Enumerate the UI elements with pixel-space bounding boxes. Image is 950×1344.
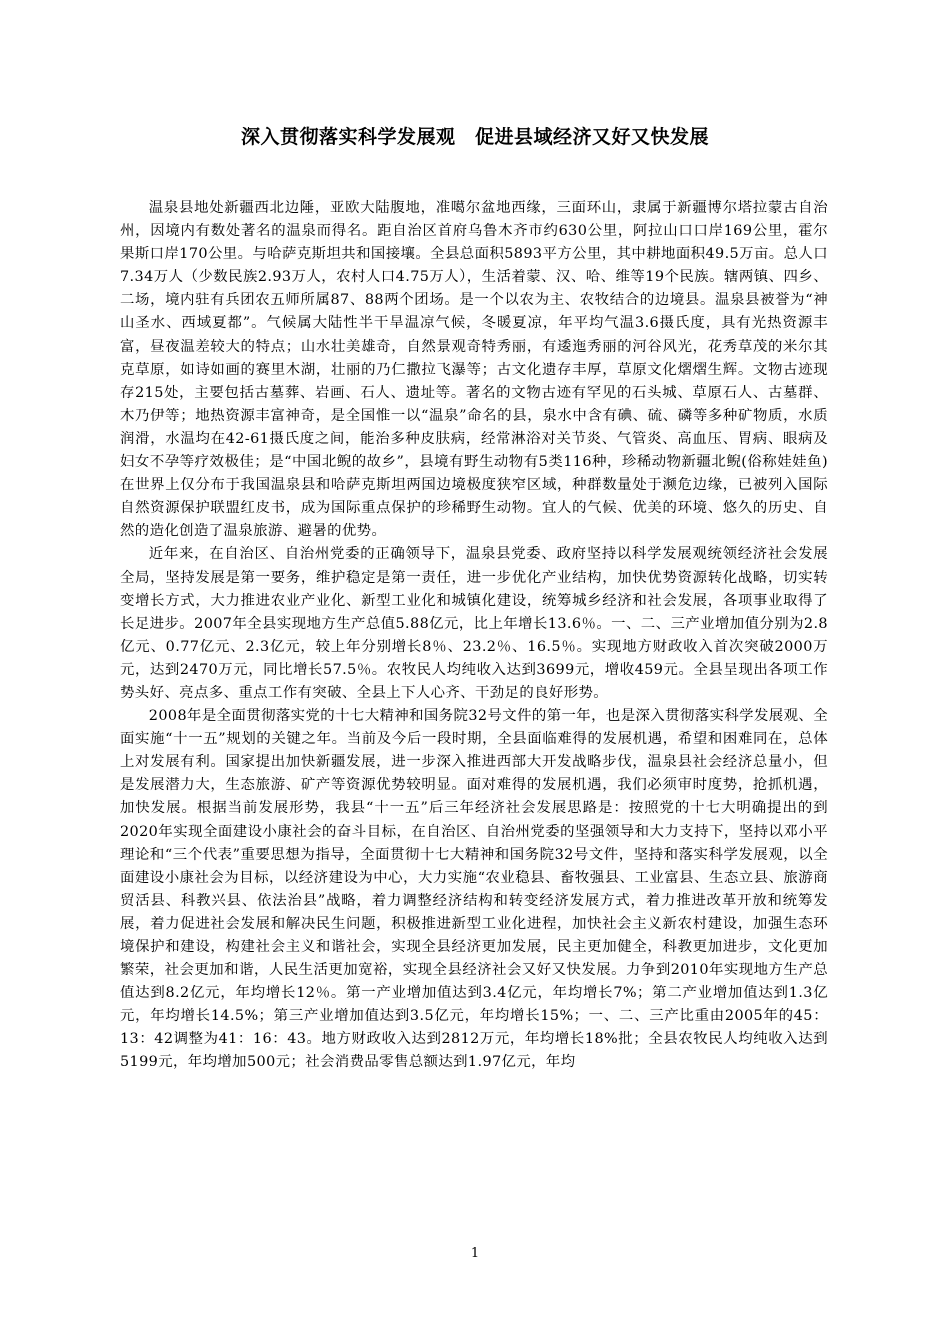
document-title: 深入贯彻落实科学发展观 促进县域经济又好又快发展 [240, 126, 709, 148]
page-number: 1 [470, 1246, 480, 1261]
paragraph-2008-plan: 2008年是全面贯彻落实党的十七大精神和国务院32号文件的第一年，也是深入贯彻落实科学发展观、全面实施“十一五”规划的关键之年。当前及今后一段时期，全县面临难得的发展机遇，希望和困难同在，总体上对发展有利。国家提出加快新疆发展，进一步深入推进西部大开发战略步伐，温泉县社会经济总量小，但是发展潜力大，生态旅游、矿产等资源优势较明显。面对难得的发展机遇，我们必须审时度势，抢抓机遇，加快发展。根据当前发展形势，我县“十一五”后三年经济社会发展思路是：按照党的十七大明确提出的到2020年实现全面建设小康社会的奋斗目标，在自治区、自治州党委的坚强领导和大力支持下，坚持以邓小平理论和“三个代表”重要思想为指导，全面贯彻十七大精神和国务院32号文件，坚持和落实科学发展观，以全面建设小康社会为目标，以经济建设为中心，大力实施“农业稳县、畜牧强县、工业富县、生态立县、旅游商贸活县、科教兴县、依法治县”战略，着力调整经济结构和转变经济发展方式，着力推进改革开放和统筹发展，着力促进社会发展和解决民生问题，积极推进新型工业化进程，加快社会主义新农村建设，加强生态环境保护和建设，构建社会主义和谐社会，实现全县经济更加发展，民主更加健全，科教更加进步，文化更加繁荣，社会更加和谐，人民生活更加宽裕，实现全县经济社会又好又快发展。力争到2010年实现地方生产总值达到8.2亿元，年均增长12％。第一产业增加值达到3.4亿元，年均增长7%；第二产业增加值达到1.3亿元，年均增长14.5%；第三产业增加值达到3.5亿元，年均增长15%；一、二、三产比重由2005年的45：13：42调整为41：16：43。地方财政收入达到2812万元，年均增长18%批；全县农牧民人均纯收入达到5199元，年均增加500元；社会消费品零售总额达到1.97亿元，年均 [120, 708, 828, 1071]
paragraph-county-overview: 温泉县地处新疆西北边陲，亚欧大陆腹地，准噶尔盆地西缘，三面环山，隶属于新疆博尔塔拉蒙古自治州，因境内有数处著名的温泉而得名。距自治区首府乌鲁木齐市约630公里，阿拉山口口岸169公里，霍尔果斯口岸170公里。与哈萨克斯坦共和国接壤。全县总面积5893平方公里，其中耕地面积49.5万亩。总人口7.34万人（少数民族2.93万人，农村人口4.75万人），生活着蒙、汉、哈、维等19个民族。辖两镇、四乡、二场，境内驻有兵团农五师所属87、88两个团场。是一个以农为主、农牧结合的边境县。温泉县被誉为“神山圣水、西域夏都”。气候属大陆性半干旱温凉气候，冬暖夏凉，年平均气温3.6摄氏度，具有光热资源丰富，昼夜温差较大的特点；山水壮美雄奇，自然景观奇特秀丽，有逶迤秀丽的河谷风光，花秀草茂的米尔其克草原，如诗如画的赛里木湖，壮丽的乃仁撒拉飞瀑等；古文化遗存丰厚，草原文化熠熠生辉。文物古迹现存215处，主要包括古墓葬、岩画、石人、遗址等。著名的文物古迹有罕见的石头城、草原石人、古墓群、木乃伊等；地热资源丰富神奇，是全国惟一以“温泉”命名的县，泉水中含有碘、硫、磷等多种矿物质，水质润滑，水温均在42-61摄氏度之间，能治多种皮肤病，经常淋浴对关节炎、气管炎、高血压、胃病、眼病及妇女不孕等疗效极佳；是“中国北鲵的故乡”，县境有野生动物有5类116种，珍稀动物新疆北鲵(俗称娃娃鱼)在世界上仅分布于我国温泉县和哈萨克斯坦两国边境极度狭窄区域，种群数量处于濒危边缘，已被列入国际自然资源保护联盟红皮书，成为国际重点保护的珍稀野生动物。宜人的气候、优美的环境、悠久的历史、自然的造化创造了温泉旅游、避暑的优势。 [120, 200, 828, 540]
paragraph-recent-development: 近年来，在自治区、自治州党委的正确领导下，温泉县党委、政府坚持以科学发展观统领经济社会发展全局，坚持发展是第一要务，维护稳定是第一责任，进一步优化产业结构，加快优势资源转化战略，切实转变增长方式，大力推进农业产业化、新型工业化和城镇化建设，统筹城乡经济和社会发展，各项事业取得了长足进步。2007年全县实现地方生产总值5.88亿元，比上年增长13.6％。一、二、三产业增加值分别为2.8亿元、0.77亿元、2.3亿元，较上年分别增长8％、23.2％、16.5％。实现地方财政收入首次突破2000万元，达到2470万元，同比增长57.5％。农牧民人均纯收入达到3699元，增收459元。全县呈现出各项工作势头好、亮点多、重点工作有突破、全县上下人心齐、干劲足的良好形势。 [120, 546, 828, 701]
document-body [120, 197, 828, 1075]
